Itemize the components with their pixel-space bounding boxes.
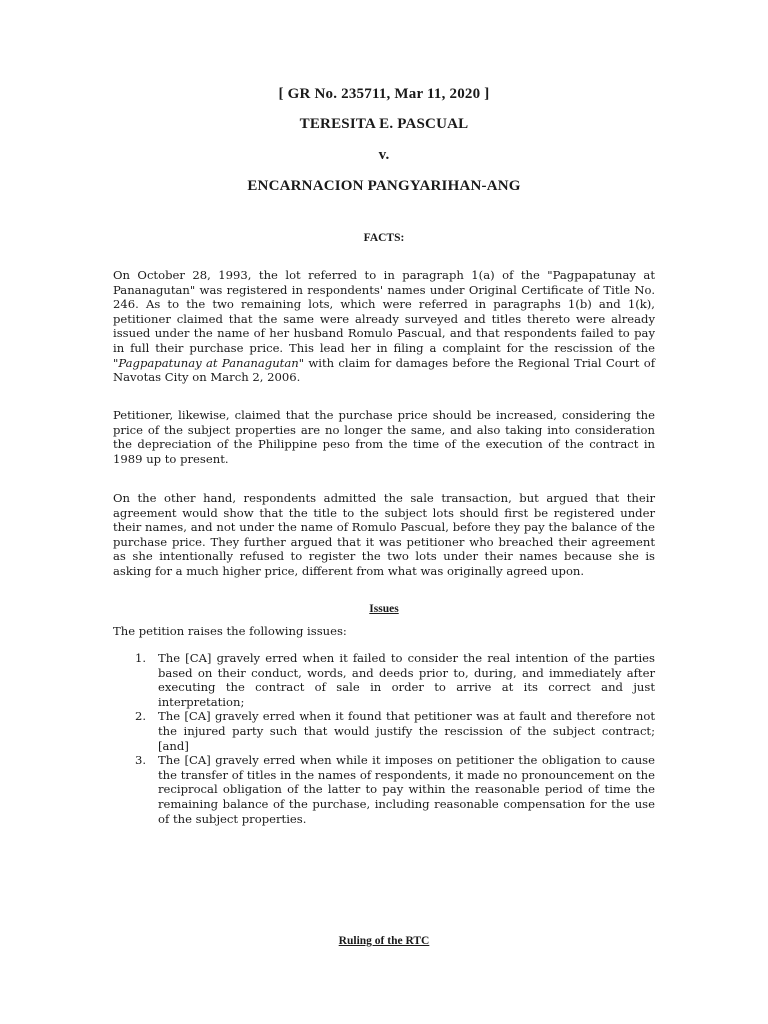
- list-item: [113, 753, 655, 826]
- case-number: [ GR No. 235711, Mar 11, 2020 ]: [278, 86, 490, 102]
- petitioner-name: TERESITA E. PASCUAL: [299, 116, 469, 132]
- list-item-number: 1.: [135, 651, 147, 665]
- list-item-number: 2.: [135, 709, 147, 724]
- facts-paragraph-2: Petitioner, likewise, claimed that the purchase price should be increased, considering the price of the subject properties are no longer the same, and also taking into consideration the depreciation of the Philippine peso from the time of the execution of the contract in 1989 up to present.: [113, 408, 655, 466]
- facts-paragraph-1: [113, 268, 655, 385]
- facts-p1-text-a: On October 28, 1993, the lot referred to in paragraph 1(a) of the "Pagpapatunay at Pananagutan" was registered in respondents' names under Original Certificate of Title No. 246. As to the two remaining lots, which were referred in paragraphs 1(b) and 1(k), petitioner claimed that the same were already surveyed and titles thereto were already issued under the name of her husband Romulo Pascual, and that respondents failed to pay in full their purchase price. This lead her in filing a complaint for the rescission of the ": [113, 268, 655, 370]
- list-item: [113, 651, 655, 709]
- facts-paragraph-3: On the other hand, respondents admitted the sale transaction, but argued that their agreement would show that the title to the subject lots should first be registered under their names, and not under the name of Romulo Pascual, before they pay the balance of the purchase price. They further argued that it was petitioner who breached their agreement as she intentionally refused to register the two lots under their names because she is asking for a much higher price, different from what was originally agreed upon.: [113, 491, 655, 578]
- list-item-text: The [CA] gravely erred when it found that petitioner was at fault and therefore not the injured party such that would justify the rescission of the subject contract; [and]: [158, 709, 655, 753]
- facts-p1-text-b: " with claim for damages before the Regional Trial Court of Navotas City on March 2, 2006.: [113, 355, 655, 385]
- list-item: [113, 709, 655, 753]
- list-item-text: The [CA] gravely erred when while it imposes on petitioner the obligation to cause the transfer of titles in the names of respondents, it made no pronouncement on the reciprocal obligation of the latter to pay within the reasonable period of time the remaining balance of the purchase, including reasonable compensation for the use of the subject properties.: [158, 753, 655, 826]
- list-item-number: 3.: [135, 753, 147, 768]
- ruling-rtc-heading: Ruling of the RTC: [338, 935, 430, 947]
- issues-list: [113, 651, 655, 826]
- list-item-text: The [CA] gravely erred when it failed to consider the real intention of the parties based on their conduct, words, and deeds prior to, during, and immediately after executing the contract of sale in order to arrive at its correct and just interpretation;: [158, 651, 655, 709]
- versus-label: v.: [378, 147, 390, 163]
- facts-p1-italic: Pagpapatunay at Pananagutan: [118, 355, 299, 370]
- issues-intro: The petition raises the following issues:: [113, 624, 347, 638]
- issues-heading: Issues: [369, 603, 399, 615]
- facts-heading: FACTS:: [363, 232, 405, 244]
- respondent-name: ENCARNACION PANGYARIHAN-ANG: [247, 178, 521, 194]
- document-page: [113, 0, 655, 1024]
